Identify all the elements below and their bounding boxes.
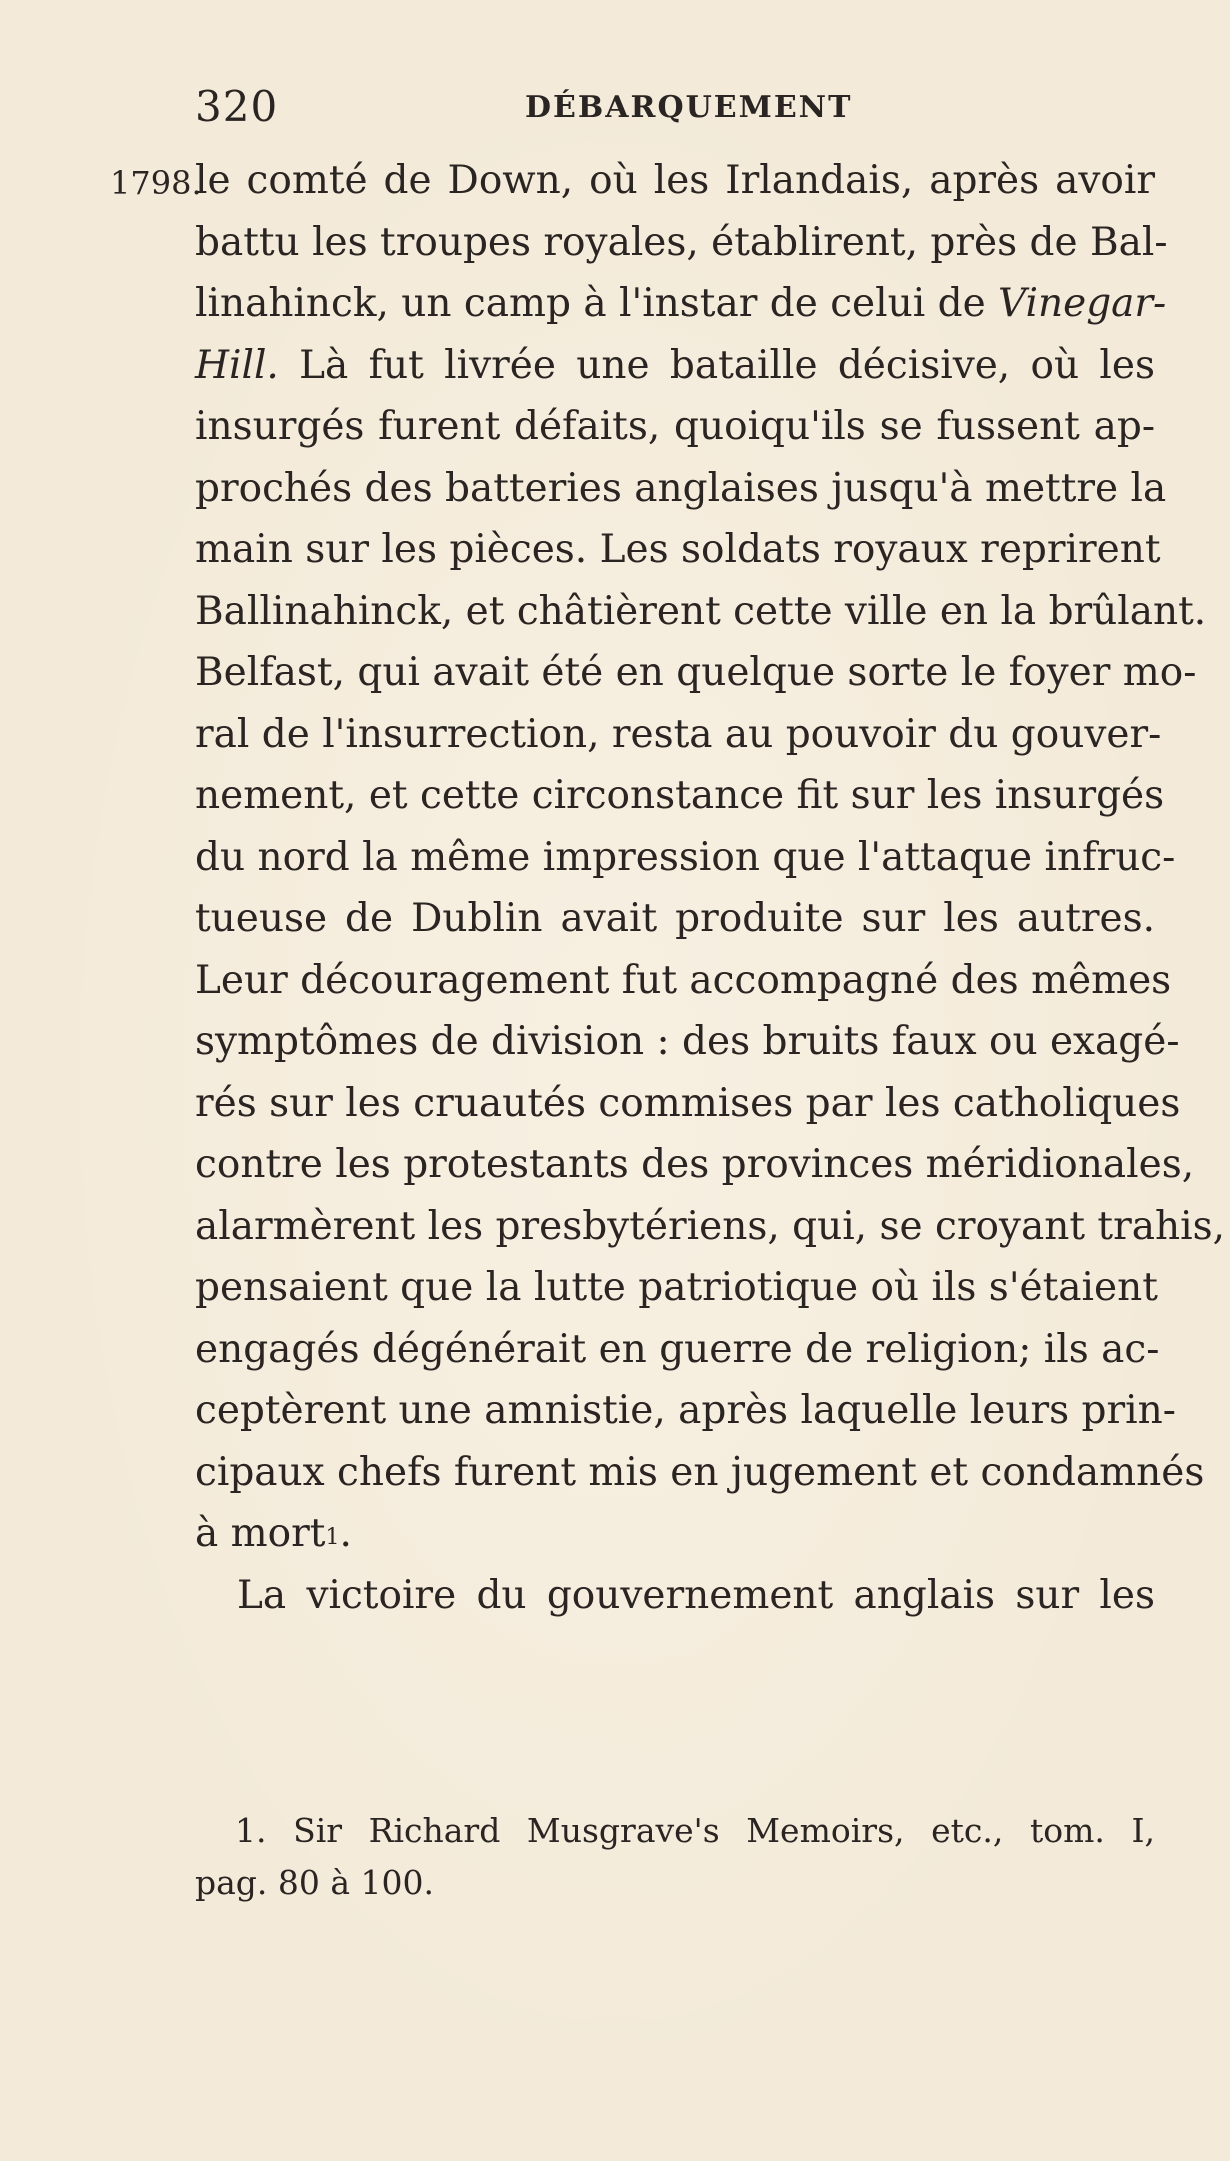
text-line: Belfast, qui avait été en quelque sorte le foyer mo- <box>195 650 1197 695</box>
text-line: main sur les pièces. Les soldats royaux reprirent <box>195 527 1161 572</box>
text-line <box>195 335 1155 397</box>
text-segment: linahinck, un camp à l'instar de celui de <box>195 281 999 326</box>
text-line: battu les troupes royales, établirent, près de Bal- <box>195 219 1168 265</box>
italic-place-name: Hill. <box>195 342 279 388</box>
footnote-line: pag. 80 à 100. <box>195 1863 435 1902</box>
text-line: pensaient que la lutte patriotique où ils s'étaient <box>195 1265 1158 1310</box>
text-line: alarmèrent les presbytériens, qui, se croyant trahis, <box>195 1203 1225 1249</box>
text-line: La victoire du gouvernement anglais sur les <box>237 1572 1155 1618</box>
text-line: Leur découragement fut accompagné des mêmes <box>195 957 1172 1003</box>
text-line: ceptèrent une amnistie, après laquelle leurs prin- <box>195 1388 1176 1433</box>
text-line: du nord la même impression que l'attaque infruc- <box>195 834 1176 880</box>
italic-place-name: Vinegar- <box>998 281 1167 326</box>
page-header <box>195 82 1025 132</box>
text-line: contre les protestants des provinces méridionales, <box>195 1142 1195 1187</box>
footnote <box>195 1805 1155 1909</box>
text-line: nement, et cette circonstance fit sur les insurgés <box>195 773 1165 818</box>
footnote-line: 1. Sir Richard Musgrave's Memoirs, etc., tom. I, <box>235 1811 1155 1850</box>
text-line: tueuse de Dublin avait produite sur les autres. <box>195 896 1155 941</box>
margin-year-note: 1798. <box>110 164 202 202</box>
text-line <box>195 273 1167 335</box>
text-line: Ballinahinck, et châtièrent cette ville en la brûlant. <box>195 588 1207 634</box>
text-line <box>195 1503 1155 1565</box>
running-title: DÉBARQUEMENT <box>525 90 853 125</box>
page-number: 320 <box>195 82 279 131</box>
text-line: symptômes de division : des bruits faux ou exagé- <box>195 1019 1180 1064</box>
text-segment: Là fut livrée une bataille décisive, où les <box>278 342 1155 388</box>
text-line: le comté de Down, où les Irlandais, après avoir <box>195 158 1155 203</box>
text-line: ral de l'insurrection, resta au pouvoir du gouver- <box>195 711 1162 757</box>
text-line: cipaux chefs furent mis en jugement et condamnés <box>195 1449 1205 1495</box>
text-line: insurgés furent défaits, quoiqu'ils se fussent ap- <box>195 404 1155 449</box>
body-text <box>195 150 1225 1626</box>
footnote-reference: 1 <box>325 1525 340 1550</box>
text-segment: à mort <box>195 1511 326 1556</box>
text-line: rés sur les cruautés commises par les catholiques <box>195 1080 1181 1126</box>
text-line: prochés des batteries anglaises jusqu'à mettre la <box>195 465 1167 511</box>
text-segment: . <box>339 1511 352 1556</box>
text-line: engagés dégénérait en guerre de religion; ils ac- <box>195 1326 1160 1372</box>
